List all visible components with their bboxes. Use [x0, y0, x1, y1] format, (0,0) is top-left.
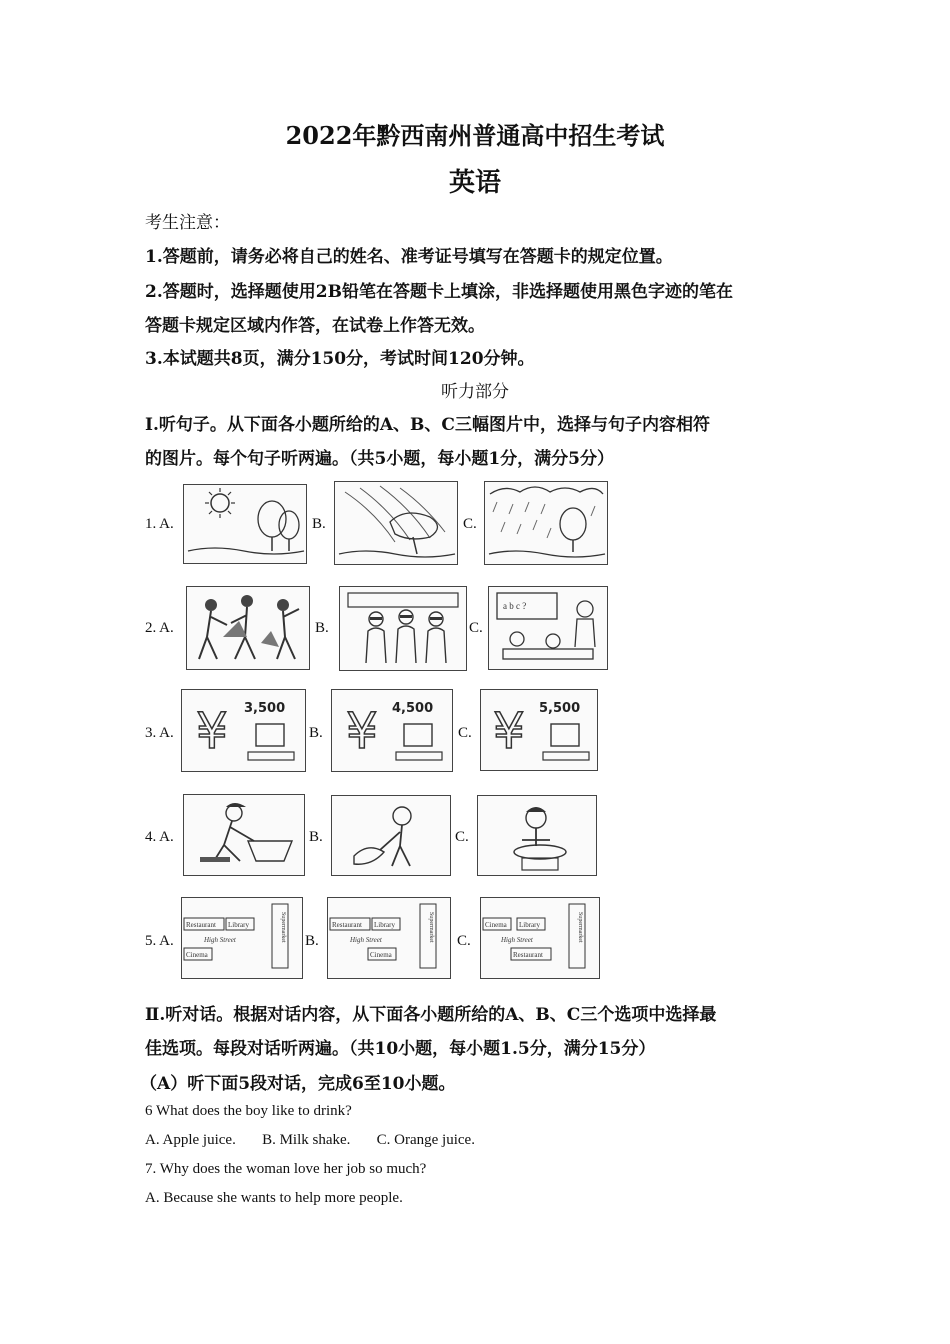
- q3-label-a: 3. A.: [145, 725, 174, 741]
- notice-item-3: 3.本试题共8页，满分150分，考试时间120分钟。: [145, 349, 535, 369]
- q3-label-b: B.: [309, 725, 323, 741]
- q5-label-a: 5. A.: [145, 933, 174, 949]
- q4-label-a: 4. A.: [145, 829, 174, 845]
- q1-picture-c-rainy: [484, 481, 608, 565]
- q4-label-c: C.: [455, 829, 469, 845]
- q5-label-b: B.: [305, 933, 319, 949]
- q2-picture-c-classroom: [488, 586, 608, 670]
- q1-picture-b-windy: [334, 481, 458, 565]
- map-label-high-street: High Street: [204, 936, 236, 944]
- q5-label-c: C.: [457, 933, 471, 949]
- map-label-restaurant: Restaurant: [513, 951, 543, 959]
- part1-instruction-line-1: Ⅰ.听句子。从下面各小题所给的A、B、C三幅图片中，选择与句子内容相符: [145, 415, 710, 435]
- price-3500: 3,500: [244, 701, 286, 716]
- sun-icon: [211, 494, 229, 512]
- q2-picture-a-band: [186, 586, 310, 670]
- subject-title: 英语: [448, 168, 501, 198]
- q3-picture-b-price: [331, 689, 453, 772]
- q4-picture-b-sweeping: [331, 795, 451, 876]
- price-5500: 5,500: [539, 701, 581, 716]
- part2-instruction-line-1: Ⅱ.听对话。根据对话内容，从下面各小题所给的A、B、C三个选项中选择最: [145, 1005, 717, 1025]
- notice-item-2-line-1: 2.答题时，选择题使用2B铅笔在答题卡上填涂，非选择题使用黑色字迹的笔在: [145, 282, 733, 302]
- q2-picture-b-cinema: [339, 586, 467, 671]
- map-label-supermarket: Supermarket: [577, 912, 583, 943]
- map-label-library: Library: [374, 921, 395, 929]
- question-7-option-a: A. Because she wants to help more people.: [145, 1190, 403, 1206]
- notice-heading: 考生注意：: [145, 213, 230, 233]
- question-6-options: A. Apple juice. B. Milk shake. C. Orange juice.: [145, 1132, 475, 1148]
- q1-label-a: 1. A.: [145, 516, 174, 532]
- map-label-cinema: Cinema: [186, 951, 208, 959]
- q5-picture-c-map: [480, 897, 600, 979]
- q1-picture-a-sunny: [183, 484, 307, 564]
- q2-label-a: 2. A.: [145, 620, 174, 636]
- notice-item-1: 1.答题前，请务必将自己的姓名、准考证号填写在答题卡的规定位置。: [145, 247, 673, 267]
- question-6: 6 What does the boy like to drink?: [145, 1103, 352, 1119]
- q2-label-b: B.: [315, 620, 329, 636]
- map-label-supermarket: Supermarket: [428, 912, 434, 943]
- map-label-cinema: Cinema: [370, 951, 392, 959]
- svg-text:¥: ¥: [493, 702, 525, 760]
- notice-item-2-line-2: 答题卡规定区域内作答，在试卷上作答无效。: [145, 316, 485, 336]
- q4-picture-c-cooking: [477, 795, 597, 876]
- map-label-restaurant: Restaurant: [332, 921, 362, 929]
- q3-picture-c-price: [480, 689, 598, 771]
- q3-picture-a-price: [181, 689, 306, 772]
- svg-text:a b c ?: a b c ?: [503, 601, 527, 611]
- q2-label-c: C.: [469, 620, 483, 636]
- map-label-library: Library: [228, 921, 249, 929]
- map-label-high-street: High Street: [350, 936, 382, 944]
- question-7: 7. Why does the woman love her job so much?: [145, 1161, 427, 1177]
- part2-subsection-a: （A）听下面5段对话，完成6至10小题。: [140, 1074, 456, 1094]
- yuan-sign-icon: ¥: [196, 702, 228, 760]
- map-label-high-street: High Street: [501, 936, 533, 944]
- part2-instruction-line-2: 佳选项。每段对话听两遍。（共10小题，每小题1.5分，满分15分）: [145, 1039, 656, 1059]
- q1-label-b: B.: [312, 516, 326, 532]
- map-label-restaurant: Restaurant: [186, 921, 216, 929]
- map-label-library: Library: [519, 921, 540, 929]
- q4-picture-a-washing: [183, 794, 305, 876]
- exam-title: 2022年黔西南州普通高中招生考试: [285, 121, 665, 150]
- part1-instruction-line-2: 的图片。每个句子听两遍。（共5小题，每小题1分，满分5分）: [145, 449, 614, 469]
- price-4500: 4,500: [392, 701, 434, 716]
- q4-label-b: B.: [309, 829, 323, 845]
- svg-text:¥: ¥: [346, 702, 378, 760]
- q1-label-c: C.: [463, 516, 477, 532]
- map-label-supermarket: Supermarket: [280, 912, 286, 943]
- q5-picture-b-map: [327, 897, 451, 979]
- q3-label-c: C.: [458, 725, 472, 741]
- map-label-cinema: Cinema: [485, 921, 507, 929]
- section-title: 听力部分: [441, 382, 509, 402]
- q5-picture-a-map: [181, 897, 303, 979]
